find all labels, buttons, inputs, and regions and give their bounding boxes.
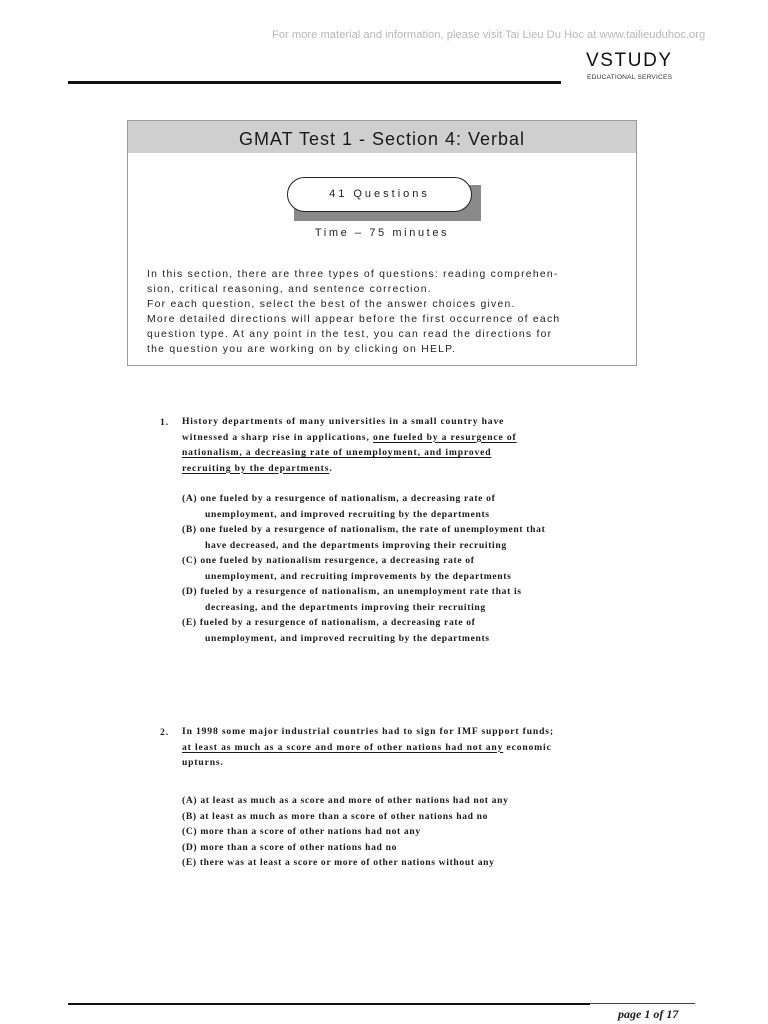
choice-text: more than a score of other nations had not any [200,826,421,837]
stem-line: History departments of many universities in a small country have [182,416,505,427]
choice-label: (C) [182,555,198,566]
answer-choice-e[interactable] [182,855,509,871]
choice-label: (C) [182,826,198,837]
brand-subtitle: EDUCATIONAL SERVICES [587,74,673,81]
question-number: 2. [160,727,169,738]
question-count-badge: 41 Questions [287,177,472,212]
underlined-portion: at least as much as a score and more of other nations had not any [182,741,504,753]
choice-text: decreasing, and the departments improving their recruiting [205,601,486,613]
directions-line: In this section, there are three types of questions: reading comprehen- [147,269,559,280]
directions-line: question type. At any point in the test, you can read the directions for [147,329,553,341]
brand-logo: VSTUDY [586,50,673,71]
choice-text: at least as much as more than a score of other nations had no [199,810,489,822]
choice-text: more than a score of other nations had no [200,841,398,853]
choice-text: one fueled by a resurgence of nationalism, the rate of unemployment that [199,524,546,535]
question-number: 1. [160,417,169,428]
choice-text: have decreased, and the departments improving their recruiting [205,539,507,551]
stem-line [182,445,517,461]
section-directions [147,267,627,358]
answer-choice-a[interactable] [182,793,509,809]
stem-plain-text: economic [503,741,552,753]
underlined-portion: recruiting by the departments [182,462,330,474]
choice-label: (B) [182,524,197,535]
choice-label: (E) [182,617,197,628]
answer-choice-c[interactable] [182,553,545,584]
answer-choice-a[interactable] [182,491,545,522]
stem-line [182,740,554,756]
answer-choice-b[interactable] [182,809,509,825]
underlined-portion: one fueled by a resurgence of [373,431,517,443]
time-limit: Time – 75 minutes [314,227,450,239]
stem-plain-text: . [329,462,333,474]
header-divider [68,81,561,84]
watermark-text: For more material and information, please visit Tai Lieu Du Hoc at www.tailieuduhoc.org [272,29,706,41]
choice-label: (D) [182,841,198,853]
answer-choice-d[interactable] [182,584,545,615]
choice-label: (B) [182,810,197,822]
underlined-portion: nationalism, a decreasing rate of unemployment, and improved [182,447,492,458]
question-stem [182,414,517,476]
directions-line: More detailed directions will appear before the first occurrence of each [147,314,561,326]
footer-divider-thin [590,1003,695,1004]
footer-divider [68,1003,590,1005]
choice-text: fueled by a resurgence of nationalism, a decreasing rate of [199,617,476,628]
choice-text: at least as much as a score and more of other nations had not any [200,795,509,806]
section-title: GMAT Test 1 - Section 4: Verbal [238,129,526,149]
section-intro-box [127,120,637,366]
choice-text: one fueled by nationalism resurgence, a decreasing rate of [200,555,475,566]
answer-choices [182,793,509,871]
answer-choice-e[interactable] [182,615,545,646]
stem-line [182,461,517,477]
choice-text: one fueled by a resurgence of nationalism, a decreasing rate of [200,493,496,504]
choice-text: there was at least a score or more of other nations without any [199,857,495,868]
directions-line: For each question, select the best of the answer choices given. [147,299,516,311]
stem-line: In 1998 some major industrial countries had to sign for IMF support funds; [182,726,554,737]
answer-choice-c[interactable] [182,824,509,840]
answer-choice-d[interactable] [182,840,509,856]
choice-label: (A) [182,795,198,806]
answer-choices [182,491,545,646]
choice-label: (A) [182,493,198,504]
stem-plain-text: witnessed a sharp rise in applications, [182,431,373,443]
directions-line: the question you are working on by clicking on HELP. [147,344,457,356]
question-stem [182,724,554,771]
stem-line: upturns. [182,757,224,768]
directions-line: sion, critical reasoning, and sentence correction. [147,284,432,296]
choice-text: unemployment, and recruiting improvements by the departments [205,570,512,582]
stem-line [182,430,517,446]
choice-text: unemployment, and improved recruiting by the departments [205,632,490,644]
choice-text: unemployment, and improved recruiting by the departments [205,508,490,520]
choice-label: (D) [182,586,198,597]
answer-choice-b[interactable] [182,522,545,553]
page-number: page 1 of 17 [618,1007,679,1021]
choice-label: (E) [182,857,197,868]
choice-text: fueled by a resurgence of nationalism, an unemployment rate that is [200,586,522,597]
